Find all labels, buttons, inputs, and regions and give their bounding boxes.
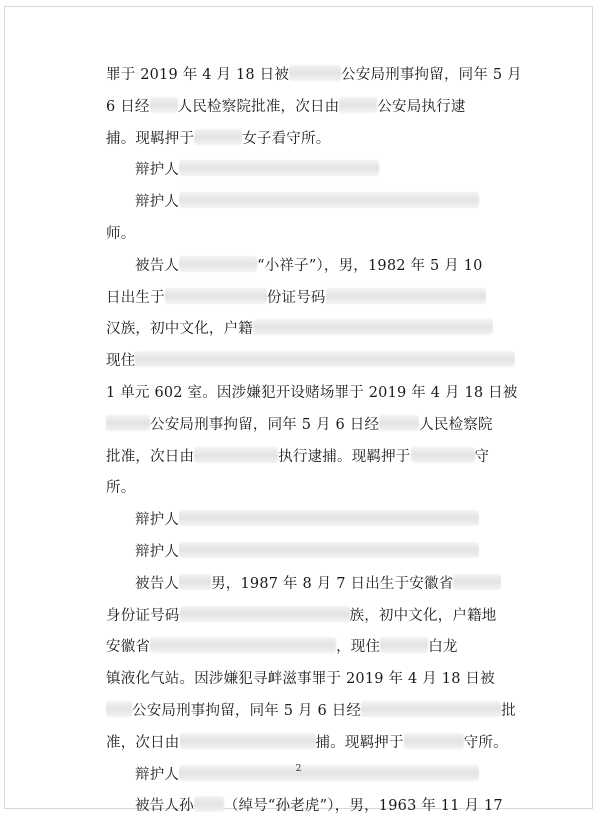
text-fragment: 公安局刑事拘留，同年 5 月 6 日经 [132,702,362,719]
text-fragment: 被告人孙 [135,798,194,815]
text-line [106,537,526,569]
text-line [106,728,526,760]
text-fragment: 师。 [106,225,136,242]
redaction-block [339,97,377,113]
text-line [106,473,526,505]
text-fragment: 辩护人 [135,162,180,179]
text-line [106,251,526,283]
text-fragment: 辩护人 [135,194,180,211]
redaction-block [411,447,475,463]
text-line [106,92,526,124]
text-fragment: 执行逮捕。现羁押于 [278,448,411,465]
text-fragment: 6 日经 [106,98,150,115]
text-fragment: 公安局刑事拘留，同年 5 月 6 日经 [150,416,380,433]
redaction-block [289,65,341,81]
text-fragment: 批准，次日由 [106,448,195,465]
text-line [106,505,526,537]
text-fragment: ，现住 [336,639,381,656]
text-fragment: （绰号“孙老虎”），男，1963 年 11 月 17 [223,798,503,815]
redaction-block [150,637,336,653]
redaction-block [135,351,515,367]
text-fragment: 批 [501,702,516,719]
text-fragment: 守所。 [463,734,508,751]
text-line [106,283,526,315]
redaction-block [106,415,150,431]
redaction-block [379,415,419,431]
redaction-block [179,192,479,208]
redaction-block [179,542,479,558]
text-line [106,60,526,92]
text-line [106,219,526,251]
redaction-block [106,701,132,717]
text-fragment: 1 单元 602 室。因涉嫌犯开设赌场罪于 2019 年 4 月 18 日被 [106,384,518,401]
redaction-block [326,288,486,304]
text-fragment: 现住 [106,353,136,370]
text-line [106,664,526,696]
text-fragment: 辩护人 [135,766,180,783]
text-fragment: 安徽省 [106,639,151,656]
text-fragment: 人民检察院批准，次日由 [177,98,340,115]
text-line [106,442,526,474]
text-fragment: 辩护人 [135,512,180,529]
text-fragment: 日出生于 [106,289,165,306]
text-fragment: 族，初中文化，户籍地 [349,607,497,624]
text-fragment: 公安局执行逮 [377,98,466,115]
text-fragment: 身份证号码 [106,607,180,624]
redaction-block [194,129,242,145]
text-line [106,346,526,378]
text-fragment: “小祥子”），男，1982 年 5 月 10 [257,257,483,274]
text-line [106,696,526,728]
text-fragment: 人民检察院 [419,416,493,433]
text-fragment: 汉族，初中文化，户籍 [106,321,253,338]
redaction-block [380,637,428,653]
redaction-block [453,574,501,590]
text-fragment: 白龙 [428,639,458,656]
text-line [106,187,526,219]
redaction-block [194,447,278,463]
text-fragment: 捕。现羁押于 [106,130,195,147]
text-line [106,601,526,633]
redaction-block [361,701,501,717]
text-fragment: 公安局刑事拘留，同年 5 月 [341,67,522,83]
redaction-block [150,97,178,113]
text-line [106,791,526,823]
text-fragment: 被告人 [135,575,180,592]
redaction-block [404,733,464,749]
text-fragment: 罪于 2019 年 4 月 18 日被 [106,67,290,83]
text-fragment: 镇液化气站。因涉嫌犯寻衅滋事罪于 2019 年 4 月 18 日被 [106,671,495,688]
redaction-block [180,606,350,622]
redaction-block [253,319,493,335]
redaction-block [179,510,479,526]
text-fragment: 被告人 [135,257,180,274]
text-fragment: 女子看守所。 [242,130,331,147]
text-fragment: 所。 [106,480,136,497]
redaction-block [194,796,224,812]
redaction-block [179,160,379,176]
document-body [106,60,526,823]
page-number: 2 [295,764,302,774]
text-line [106,632,526,664]
text-fragment: 准，次日由 [106,734,180,751]
text-line [106,155,526,187]
redaction-block [180,733,316,749]
redaction-block [179,574,211,590]
text-fragment: 男，1987 年 8 月 7 日出生于安徽省 [211,575,454,592]
redaction-block [165,288,267,304]
text-fragment: 守 [474,448,490,465]
text-line [106,314,526,346]
redaction-block [179,256,257,272]
text-fragment: 份证号码 [266,289,326,306]
text-fragment: 辩护人 [135,543,180,560]
text-fragment: 捕。现羁押于 [315,734,404,751]
text-line [106,378,526,410]
text-line [106,569,526,601]
text-line [106,410,526,442]
text-line [106,124,526,156]
